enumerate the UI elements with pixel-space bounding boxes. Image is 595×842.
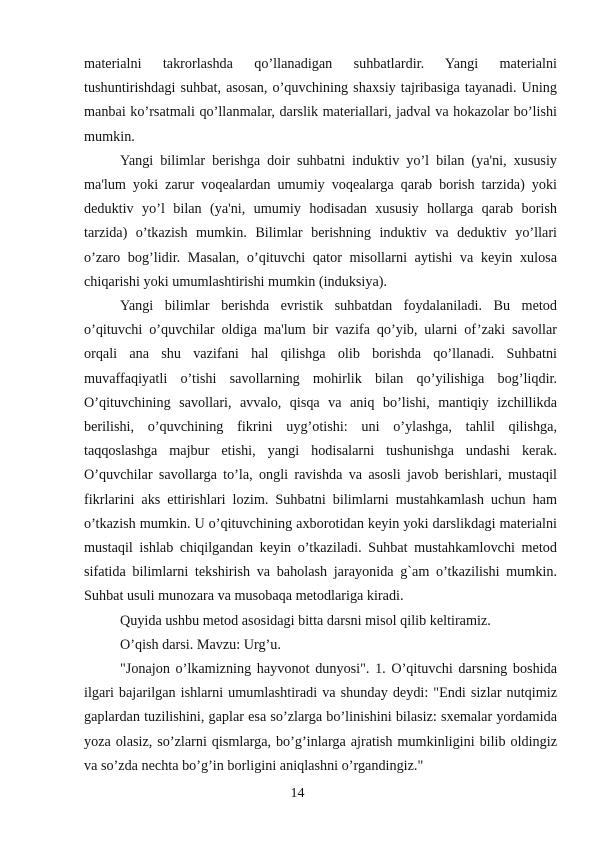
paragraph-lesson-topic: O’qish darsi. Mavzu: Urg’u. — [120, 636, 281, 653]
paragraph-evristik-suhbat: Yangi bilimlar berishda evristik suhbatdan foydalaniladi. Bu metod o’qituvchi o’quvchilar oldiga ma'lum bir vazifa qo’yib, ularni of’zaki savollar orqali ana shu vazifani hal qilishga olib borishda qo’llanadi. Suhbatni muvaffaqiyatli o’tishi savollarning mohirlik bilan qo’yilishiga bog’liqdir. O’qituvchining savollari, avvalo, qisqa va aniq bo’lishi, mantiqiy izchillikda berilishi, o’quvchining fikrini uyg’otishi: uni o’ylashga, tahlil qilishga, taqqoslashga majbur etishi, yangi hodisalarni tushunishga undashi kerak. O’quvchilar savollarga to’la, ongli ravishda va asosli javob berishlari, mustaqil fikrlarini aks ettirishlari lozim. Suhbatni bilimlarni mustahkamlash uchun ham o’tkazish mumkin. U o’qituvchining axborotidan keyin yoki darslikdagi materialni mustaqil ishlab chiqilgandan keyin o’tkaziladi. Suhbat mustahkamlovchi metod sifatida bilimlarni tekshirish va baholash jarayonida g`am o’tkazilishi mumkin. Suhbat usuli munozara va musobaqa metodlariga kiradi. — [84, 298, 557, 605]
document-page — [84, 52, 557, 778]
paragraph-induktiv-deduktiv: Yangi bilimlar berishga doir suhbatni induktiv yo’l bilan (ya'ni, xususiy ma'lum yoki zarur voqealardan umumiy voqealarga qarab borish tarzida) yoki deduktiv yo’l bilan (ya'ni, umumiy hodisadan xususiy hollarga qarab borish tarzida) o’tkazish mumkin. Bilimlar berishning induktiv va deduktiv yo’llari o’zaro bog’lidir. Masalan, o’qituvchi qator misollarni aytishi va keyin xulosa chiqarishi yoki umumlashtirishi mumkin (induksiya). — [84, 152, 557, 290]
paragraph-misol-intro: Quyida ushbu metod asosidagi bitta darsni misol qilib keltiramiz. — [120, 612, 491, 629]
paragraph-lesson-body: "Jonajon o’lkamizning hayvonot dunyosi". 1. O’qituvchi darsning boshida ilgari bajarilgan ishlarni umumlashtiradi va shunday deydi: "Endi sizlar nutqimiz gaplardan tuzilishini, gaplar esa so’zlarga bo’linishini bilasiz: sxemalar yordamida yoza olasiz, so’zlarni qismlarga, bo’g’inlarga ajratish mumkinligini bilib oldingiz va so’zda nechta bo’g’in borligini aniqlashni o’rgandingiz." — [84, 661, 557, 774]
page-number: 14 — [290, 786, 305, 801]
paragraph-continuation: materialni takrorlashda qo’llanadigan suhbatlardir. Yangi materialni tushuntirishdagi suhbat, asosan, o’quvchining shaxsiy tajribasiga tayanadi. Uning manbai ko’rsatmali qo’llanmalar, darslik materiallari, jadval va hokazolar bo’lishi mumkin. — [84, 56, 557, 145]
